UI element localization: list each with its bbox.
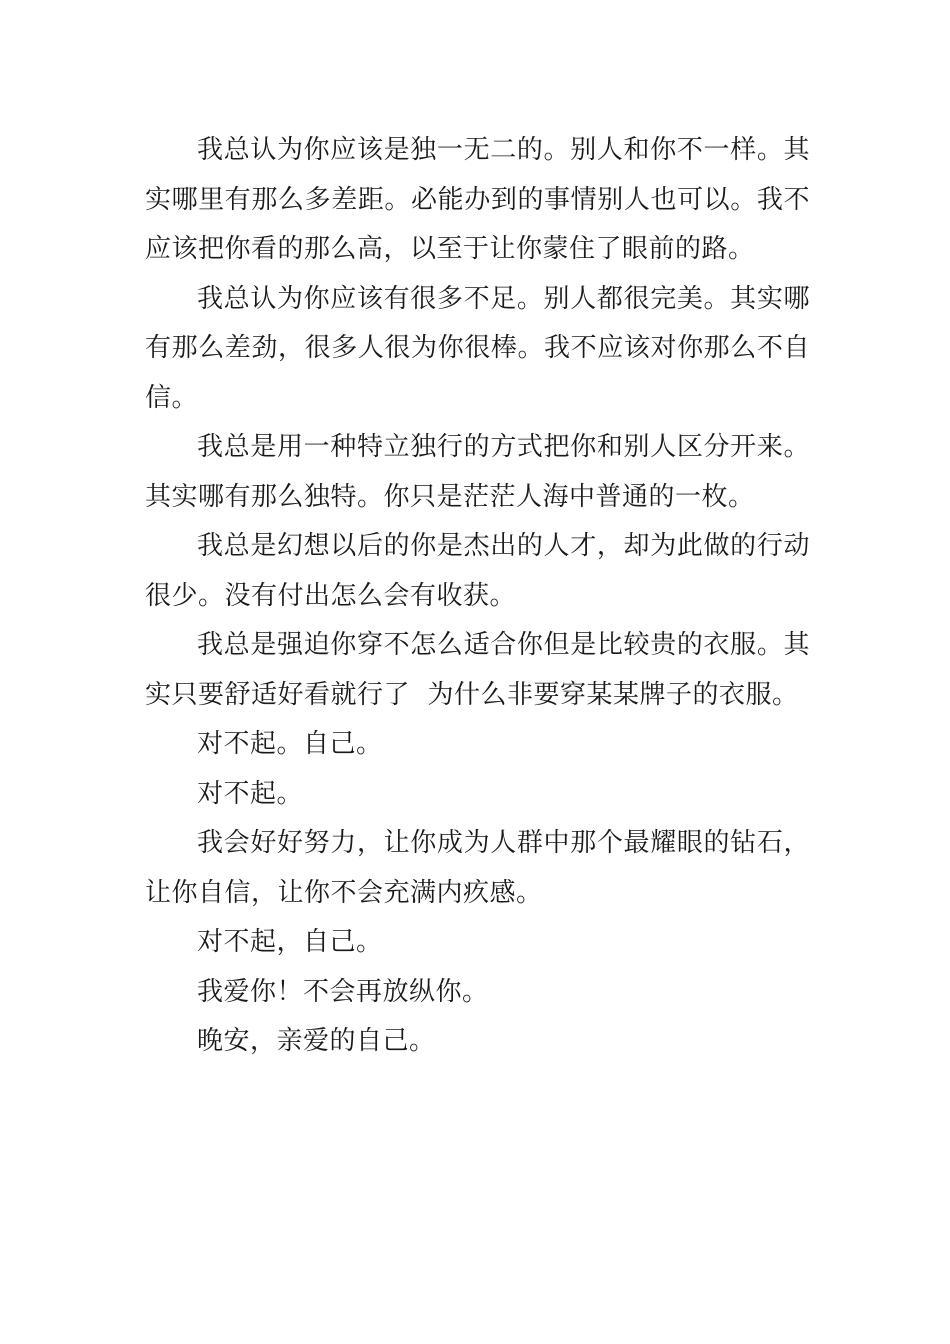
paragraph: 对不起，自己。 [197,927,383,957]
paragraph: 我会好好努力，让你成为人群中那个最耀眼的钻石，让你自信，让你不会充满内疚感。 [145,828,810,908]
document-body [145,126,810,1067]
paragraph: 我爱你！不会再放纵你。 [197,976,489,1007]
paragraph: 我总是幻想以后的你是杰出的人才，却为此做的行动很少。没有付出怎么会有收获。 [145,531,810,611]
paragraph: 对不起。自己。 [197,729,383,759]
paragraph: 我总认为你应该是独一无二的。别人和你不一样。其实哪里有那么多差距。必能办到的事情别人也可以。我不应该把你看的那么高，以至于让你蒙住了眼前的路。 [145,135,810,264]
paragraph: 对不起。 [197,778,304,809]
paragraph: 晚安，亲爱的自己。 [197,1026,436,1056]
paragraph: 我总是强迫你穿不怎么适合你但是比较贵的衣服。其实只要舒适好看就行了 为什么非要穿某某牌子的衣服。 [145,630,810,710]
paragraph: 我总认为你应该有很多不足。别人都很完美。其实哪有那么差劲，很多人很为你很棒。我不应该对你那么不自信。 [145,283,810,413]
paragraph: 我总是用一种特立独行的方式把你和别人区分开来。其实哪有那么独特。你只是茫茫人海中普通的一枚。 [145,432,810,512]
